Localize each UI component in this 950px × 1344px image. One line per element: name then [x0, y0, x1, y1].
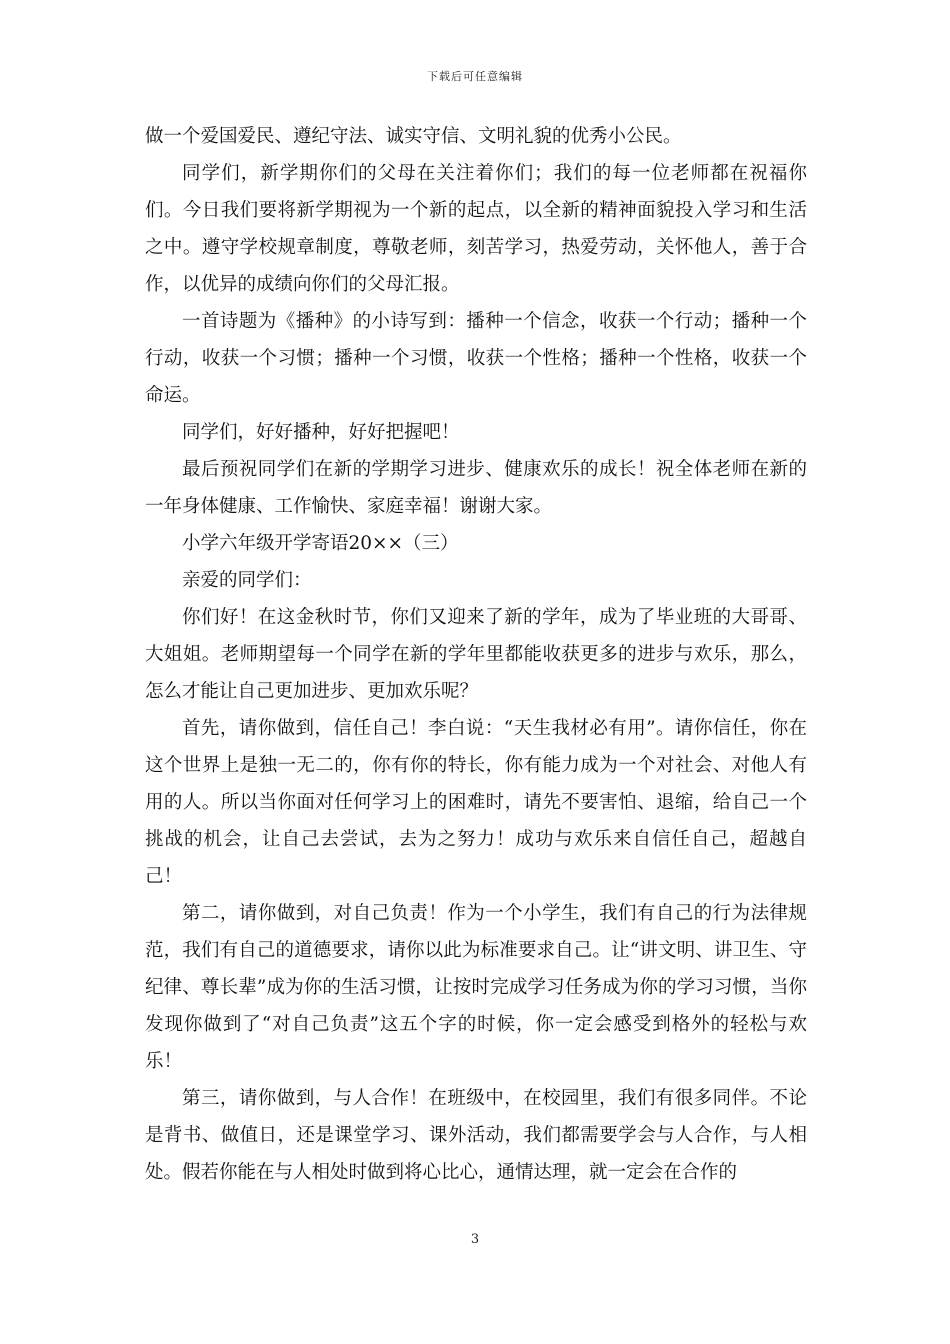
section-heading: 小学六年级开学寄语20××（三） [182, 533, 459, 554]
paragraph: 最后预祝同学们在新的学期学习进步、健康欢乐的成长！祝全体老师在新的一年身体健康、工作愉快、家庭幸福！谢谢大家。 [145, 459, 807, 517]
paragraph: 你们好！在这金秋时节，你们又迎来了新的学年，成为了毕业班的大哥哥、大姐姐。老师期望每一个同学在新的学年里都能收获更多的进步与欢乐，那么，怎么才能让自己更加进步、更加欢乐呢？ [145, 607, 807, 702]
paragraph: 第二，请你做到，对自己负责！作为一个小学生，我们有自己的行为法律规范，我们有自己的道德要求，请你以此为标准要求自己。让“讲文明、讲卫生、守纪律、尊长辈”成为你的生活习惯，让按时完成学习任务成为你的学习习惯，当你发现你做到了“对自己负责”这五个字的时候，你一定会感受到格外的轻松与欢乐！ [145, 903, 807, 1072]
salutation: 亲爱的同学们： [182, 570, 312, 591]
paragraph: 首先，请你做到，信任自己！李白说：“天生我材必有用”。请你信任，你在这个世界上是独一无二的，你有你的特长，你有能力成为一个对社会、对他人有用的人。所以当你面对任何学习上的困难时，请先不要害怕、退缩，给自己一个挑战的机会，让自己去尝试，去为之努力！成功与欢乐来自信任自己，超越自己！ [145, 718, 807, 887]
paragraph: 同学们，新学期你们的父母在关注着你们；我们的每一位老师都在祝福你们。今日我们要将新学期视为一个新的起点，以全新的精神面貌投入学习和生活之中。遵守学校规章制度，尊敬老师，刻苦学习，热爱劳动，关怀他人，善于合作，以优异的成绩向你们的父母汇报。 [145, 163, 807, 295]
page-number: 3 [470, 1232, 480, 1247]
paragraph: 同学们，好好播种，好好把握吧！ [182, 422, 460, 443]
page-header: 下载后可任意编辑 [427, 70, 523, 83]
paragraph: 做一个爱国爱民、遵纪守法、诚实守信、文明礼貌的优秀小公民。 [145, 126, 682, 147]
paragraph: 一首诗题为《播种》的小诗写到：播种一个信念，收获一个行动；播种一个行动，收获一个习惯；播种一个习惯，收获一个性格；播种一个性格，收获一个命运。 [145, 311, 807, 406]
document-body [145, 118, 807, 1191]
paragraph: 第三，请你做到，与人合作！在班级中，在校园里，我们有很多同伴。不论是背书、做值日，还是课堂学习、课外活动，我们都需要学会与人合作，与人相处。假若你能在与人相处时做到将心比心，通情达理，就一定会在合作的 [145, 1088, 807, 1183]
